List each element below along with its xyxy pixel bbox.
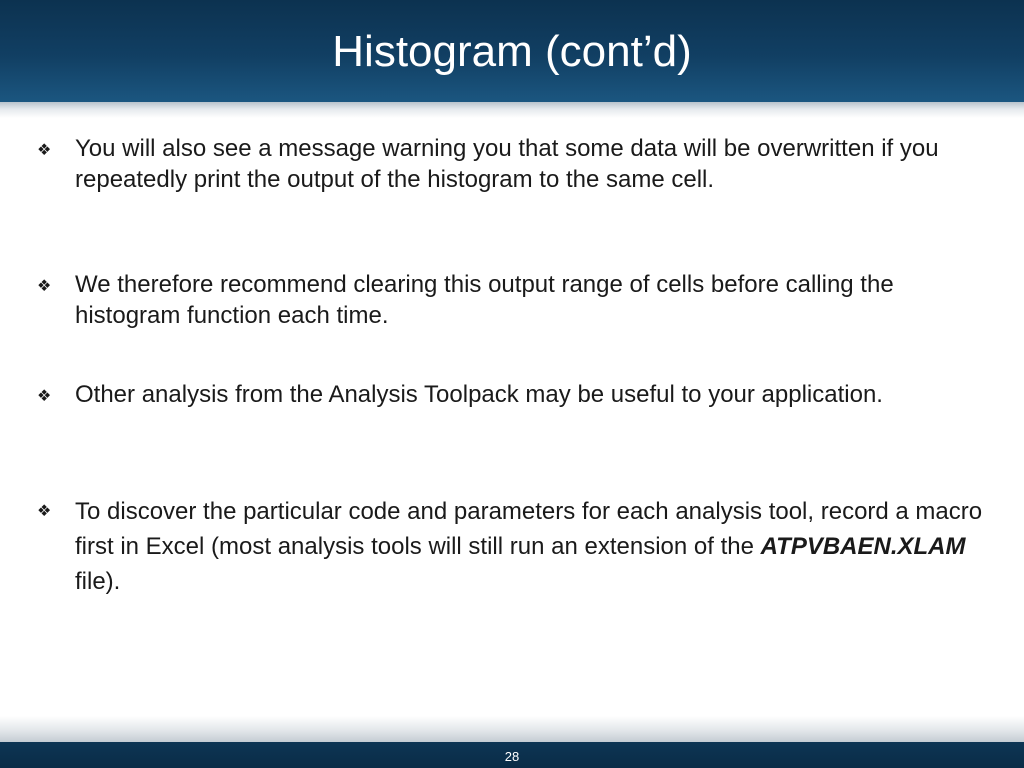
- slide-title: Histogram (cont’d): [332, 27, 692, 76]
- file-name-emphasis: ATPVBAEN.XLAM: [760, 533, 966, 560]
- bullet-text: We therefore recommend clearing this output range of cells before calling the histogram function each time.: [75, 271, 894, 329]
- page-number: 28: [504, 749, 520, 764]
- title-bar-shadow: [0, 102, 1024, 118]
- bullet-text-after: file).: [75, 568, 121, 595]
- bullet-text: You will also see a message warning you that some data will be overwritten if you repeatedly print the output of the histogram to the same cell.: [75, 135, 939, 193]
- diamond-bullet-icon: ❖: [37, 140, 52, 159]
- bullet-text: Other analysis from the Analysis Toolpack may be useful to your application.: [75, 381, 883, 408]
- diamond-bullet-icon: ❖: [37, 501, 52, 520]
- bullet-text: [75, 494, 1001, 599]
- footer-shadow: [0, 716, 1024, 742]
- diamond-bullet-icon: ❖: [37, 276, 52, 295]
- bullet-text-before: To discover the particular code and parameters for each analysis tool, record a macro first in Excel (most analysis tools will still run an extension of the: [75, 498, 983, 560]
- diamond-bullet-icon: ❖: [37, 386, 52, 405]
